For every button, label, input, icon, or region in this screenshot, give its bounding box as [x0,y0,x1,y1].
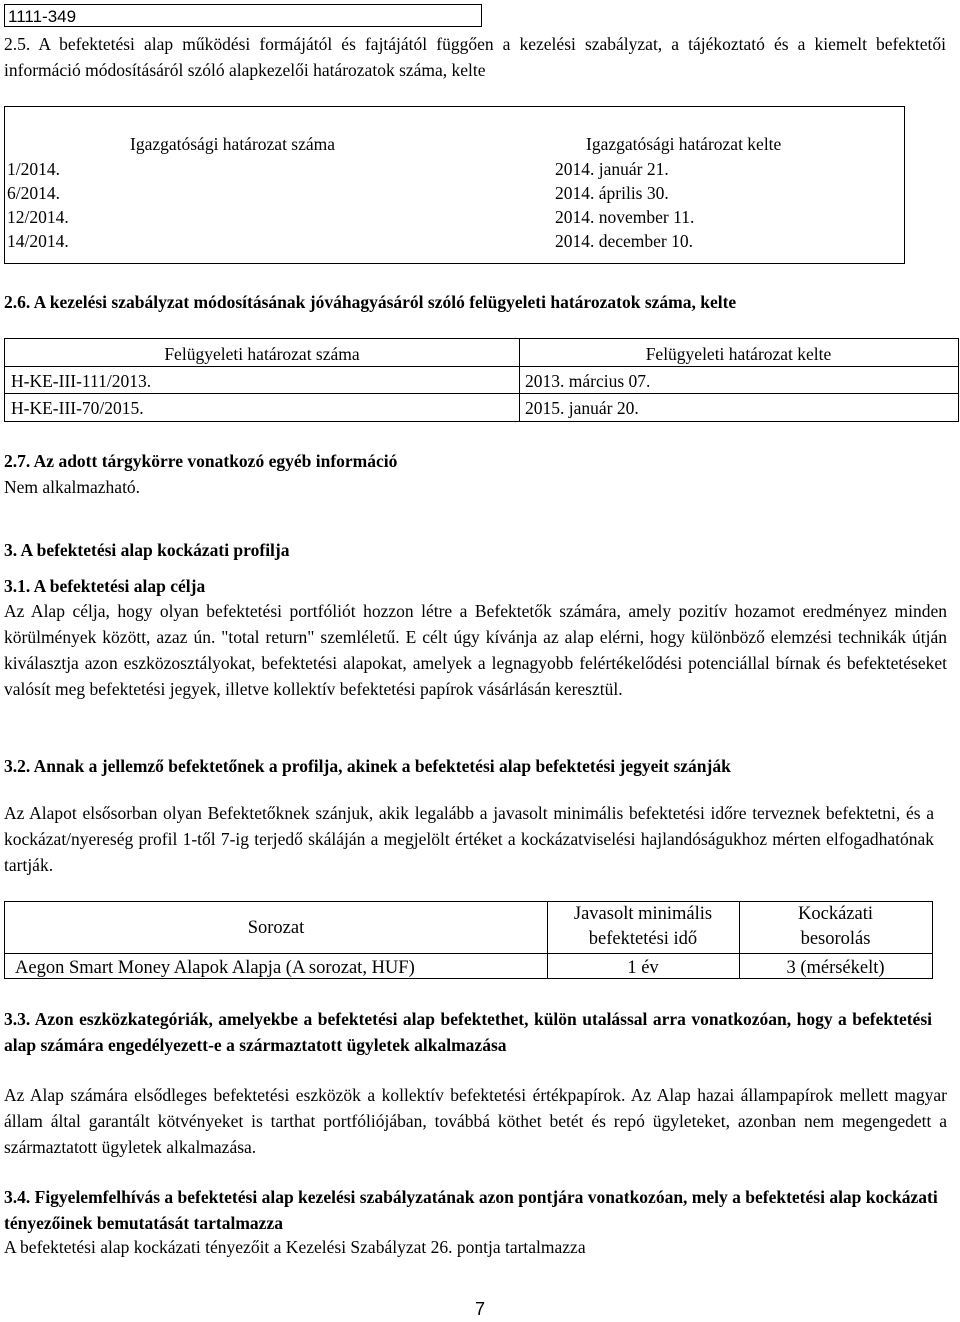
section-2-6-heading: 2.6. A kezelési szabályzat módosításának jóváhagyásáról szóló felügyeleti határozatok száma, kelte [4,292,737,312]
series-table [4,901,933,979]
table-row: H-KE-III-111/2013. [11,371,152,391]
section-3-4-text: A befektetési alap kockázati tényezőit a Kezelési Szabályzat 26. pontja tartalmazza [4,1237,586,1257]
section-2-7-heading: 2.7. Az adott tárgykörre vonatkozó egyéb információ [4,451,398,471]
board-decisions-rows [5,156,904,252]
supervisory-date-header: Felügyeleti határozat kelte [645,344,832,364]
risk-rating: 3 (mérsékelt) [786,958,885,978]
table-row: 12/2014. 2014. november 11. [7,207,695,227]
section-2-5-title: 2.5. A befektetési alap működési formájától és fajtájától függően a kezelési szabályzat, a tájékoztató és a kiemelt befektetői információ módosításáról szóló alapkezelői határozatok száma, kelte [4,34,946,80]
section-2-7-text: Nem alkalmazható. [4,477,141,497]
page-number: 7 [474,1299,485,1319]
board-decision-number-header: Igazgatósági határozat száma [130,134,336,154]
table-row: H-KE-III-70/2015. [11,398,144,418]
section-3-2-text: Az Alapot elsősorban olyan Befektetőknek szánjuk, akik legalább a javasolt minimális befektetési időre terveznek befektetni, és a kockázat/nyereség profil 1-től 7-ig terjedő skáláján a megjelölt értéket a kockázatviselési hajlandóságukhoz mérten elfogadhatónak tartják. [4,803,934,875]
table-row: 1/2014. 2014. január 21. [7,159,669,179]
board-decision-date-header: Igazgatósági határozat kelte [586,134,782,154]
table-row: 6/2014. 2014. április 30. [7,183,669,203]
section-3-2-heading: 3.2. Annak a jellemző befektetőnek a profilja, akinek a befektetési alap befektetési jegyeit szánják [4,756,731,776]
table-row: 14/2014. 2014. december 10. [7,231,694,251]
table-row: 2013. március 07. [525,371,651,391]
risk-rating-header: Kockázati besorolás [798,904,873,949]
section-3-1-text: Az Alap célja, hogy olyan befektetési portfóliót hozzon létre a Befektetők számára, amely pozitív hozamot eredményez minden körülmények között, azaz ún. "total return" szemléletű. E célt úgy kívánja az alap elérni, hogy különböző elemzési technikák útján kiválasztja azon eszközosztályokat, befektetési alapokat, amelyek a legnagyobb felértékelődési potenciállal bírnak és befektetéseket valósít meg befektetési jegyek, illetve kollektív befektetési papírok vásárlásán keresztül. [4,601,947,699]
document-code: 1111-349 [8,7,77,26]
min-investment-period: 1 év [627,958,659,978]
series-header: Sorozat [247,918,305,938]
section-3-4-heading: 3.4. Figyelemfelhívás a befektetési alap kezelési szabályzatának azon pontjára vonatkozóan, mely a befektetési alap kockázati tényezőinek bemutatását tartalmazza [4,1187,938,1233]
section-3-1-heading: 3.1. A befektetési alap célja [4,576,206,596]
document-code-box [4,4,482,27]
supervisory-decisions-table [4,338,959,422]
section-3-3-heading: 3.3. Azon eszközkategóriák, amelyekbe a befektetési alap befektethet, külön utalással arra vonatkozóan, hogy a befektetési alap számára engedélyezett-e a származtatott ügyletek alkalmazása [4,1009,932,1055]
board-decisions-table [4,106,905,264]
series-name: Aegon Smart Money Alapok Alapja (A sorozat, HUF) [15,958,415,978]
min-investment-period-header: Javasolt minimális befektetési idő [573,904,713,949]
supervisory-number-header: Felügyeleti határozat száma [164,344,360,364]
section-3-heading: 3. A befektetési alap kockázati profilja [4,540,290,560]
section-3-3-text: Az Alap számára elsődleges befektetési eszközök a kollektív befektetési értékpapírok. Az Alap hazai állampapírok mellett magyar állam által garantált kötvényeket is tarthat portfóliójában, továbbá köthet betét és repó ügyleteket, azonban nem megengedett a származtatott ügyletek alkalmazása. [4,1085,947,1157]
table-row: 2015. január 20. [525,398,639,418]
